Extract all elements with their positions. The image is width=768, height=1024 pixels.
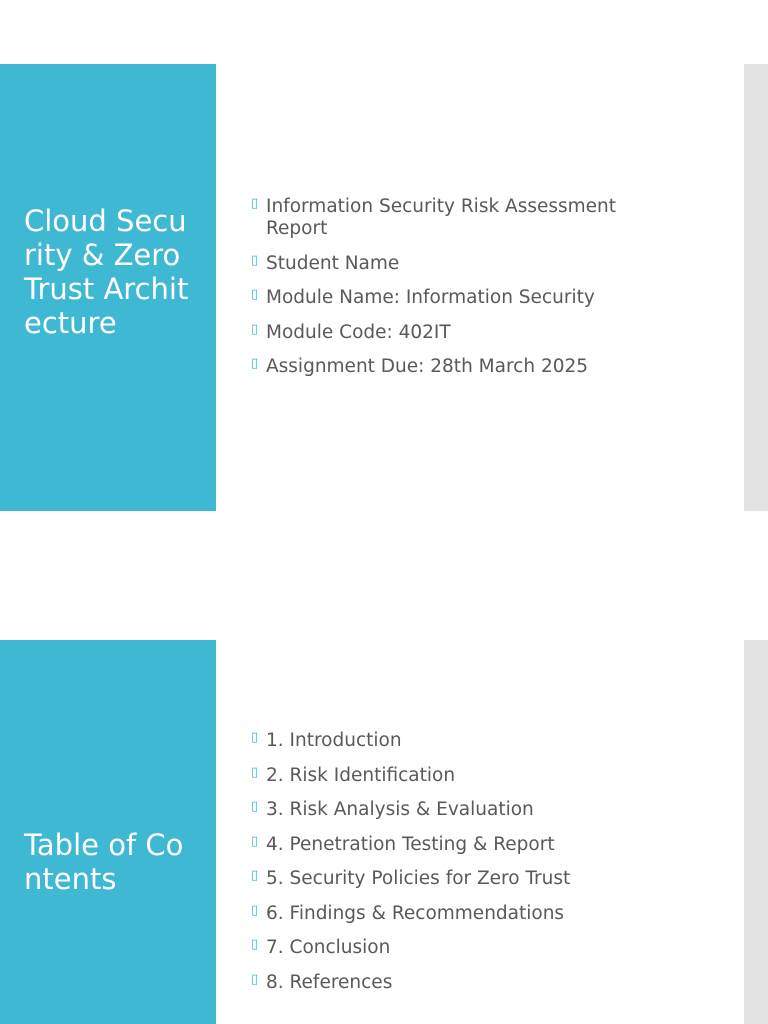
list-item [250,868,680,890]
bullet-square-icon: ▯ [251,971,259,987]
list-item [250,765,680,787]
slide-title [0,64,768,511]
bullet-square-icon: ▯ [251,868,259,883]
list-item-text: 4. Penetration Testing & Report [266,833,555,855]
list-item-text: 3. Risk Analysis & Evaluation [266,799,534,820]
bullet-square-icon: ▯ [251,833,259,849]
slide-title-heading: Cloud Security & Zero Trust Architecture [24,203,189,340]
list-item [250,253,680,275]
bullet-square-icon: ▯ [251,321,259,337]
list-item-text: 7. Conclusion [266,937,391,958]
list-item [250,356,680,378]
list-item-text: Student Name [266,252,400,274]
list-item [250,972,680,994]
list-item-text: Module Name: Information Security [266,287,595,308]
list-item [250,834,680,856]
list-item-text: 6. Findings & Recommendations [266,902,565,924]
title-panel [0,640,216,1024]
list-item-text: 5. Security Policies for Zero Trust [266,868,571,889]
slide-edge-strip [744,64,768,511]
list-item-text: Assignment Due: 28th March 2025 [266,356,589,377]
list-item [250,322,680,344]
list-item-text: Module Code: 402IT [266,321,451,343]
list-item [250,287,680,309]
bullet-square-icon: ▯ [251,730,259,745]
slide-bullet-list [250,730,680,1006]
bullet-square-icon: ▯ [251,196,259,211]
bullet-square-icon: ▯ [251,287,259,302]
list-item [250,937,680,959]
list-item [250,196,680,240]
list-item [250,730,680,752]
bullet-square-icon: ▯ [251,252,259,268]
list-item-text: 2. Risk Identification [266,764,456,786]
bullet-square-icon: ▯ [251,937,259,952]
title-panel [0,64,216,511]
slide-title-heading: Table of Contents [24,828,184,896]
slide-edge-strip [744,640,768,1024]
list-item-text: 8. References [266,971,393,993]
slide-bullet-list [250,196,680,391]
bullet-square-icon: ▯ [251,902,259,918]
list-item-text: 1. Introduction [266,730,402,751]
slide-table-of-contents [0,640,768,1024]
bullet-square-icon: ▯ [251,356,259,371]
bullet-square-icon: ▯ [251,764,259,780]
list-item [250,799,680,821]
list-item [250,903,680,925]
bullet-square-icon: ▯ [251,799,259,814]
list-item-text: Information Security Risk Assessment Report [266,196,617,239]
